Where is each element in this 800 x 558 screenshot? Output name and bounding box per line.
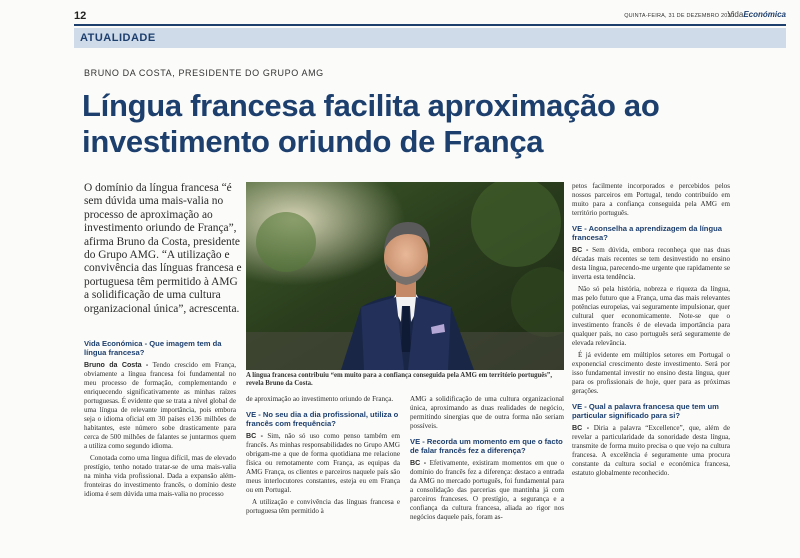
photo-caption: A língua francesa contribuiu “em muito para a confiança conseguida pela AMG em território português”, revela Bruno da Costa. (246, 372, 553, 388)
speaker-label: Bruno da Costa - (84, 360, 153, 369)
section-label: ATUALIDADE (80, 32, 156, 44)
text-column-3 (410, 395, 564, 555)
answer-3-text: Efetivamente, existiram momentos em que o domínio do francês fez a diferença: destaco a entrada da AMG no mercado português, foi fundamental para a consolidação das parcerias que mantinha já com parceiros franceses. O prestígio, a segurança e a confiança da cultura francesa, aliada ao rigor nos negócios daquele país, foram as- (410, 458, 564, 521)
paragraph: AMG a solidificação de uma cultura organizacional única, aproximando as duas realidades de negócio, permitindo sinergias que de outra forma não seriam possíveis. (410, 395, 564, 430)
section-bar (74, 28, 786, 48)
speaker-label: BC - (572, 245, 593, 254)
paragraph: Conotada como uma língua difícil, mas de elevado prestígio, tenho notado tratar-se de uma mais-valia na minha vida profissional. Dada a expansão além-fronteiras do investimento francês, o domínio deste idioma é sem dúvida uma mais-valia no processo (84, 453, 236, 498)
question-5: VE - Qual a palavra francesa que tem um particular significado para si? (572, 401, 719, 421)
portrait-photo (246, 182, 564, 370)
speaker-label: BC - (246, 431, 268, 440)
logo-light-text: Vida (727, 10, 744, 19)
paragraph: A utilização e convivência das línguas francesa e portuguesa têm permitido à (246, 497, 400, 515)
page-number: 12 (74, 10, 87, 22)
answer-1-text: Tendo crescido em França, obviamente a língua francesa foi fundamental no meu processo de formação, complementando e enriquecendo significativamente as minhas raízes portuguesas. É evidente que se trata a nível global de uma língua de relevante importância, pois embora seja o idioma oficial em 30 países e136 milhões de habitantes, este número sobe drasticamente para cerca de 500 milhões de falantes se juntarmos quem a utiliza como segundo idioma. (84, 360, 236, 450)
text-column-2 (246, 395, 400, 555)
text-column-1 (84, 333, 236, 555)
page-header (74, 8, 786, 26)
answer-4 (572, 246, 730, 282)
paragraph: de aproximação ao investimento oriundo de França. (246, 395, 394, 403)
portrait-illustration (246, 182, 564, 370)
question-3: VE - Recorda um momento em que o facto de falar francês fez a diferença? (410, 437, 563, 456)
speaker-label: BC - (572, 423, 594, 432)
answer-1 (84, 361, 236, 451)
question-2: VE - No seu dia a dia profissional, utiliza o francês com frequência? (246, 410, 399, 429)
text-column-4 (572, 182, 730, 555)
question-4: VE - Aconselha a aprendizagem da língua francesa? (572, 224, 722, 243)
paragraph: Não só pela história, nobreza e riqueza da língua, mas pelo futuro que a França, uma das mais relevantes potências europeias, vai seguramente impulsionar, quer cultural quer economicamente. Note-se que o investimento francês é de elevada importância para qualquer país, no caso português será seguramente de elevada relevância. (572, 284, 730, 347)
article-headline: Língua francesa facilita aproximação ao investimento oriundo de França (82, 88, 660, 159)
answer-2 (246, 432, 400, 495)
publication-logo (727, 10, 786, 19)
issue-date: QUINTA-FEIRA, 31 DE DEZEMBRO 2020 (624, 13, 734, 19)
answer-5 (572, 424, 730, 478)
paragraph: É já evidente em múltiplos setores em Portugal o exponencial crescimento deste investimento. Será por isso fundamental investir no ensino desta língua, quer para os profissionais de hoje, quer para as próximas gerações. (572, 350, 730, 395)
article-kicker: BRUNO DA COSTA, PRESIDENTE DO GRUPO AMG (84, 68, 324, 78)
question-1: Vida Económica - Que imagem tem da língua francesa? (84, 339, 222, 358)
answer-5-text: Diria a palavra “Excellence”, que, além de revelar a particularidade da sonoridade desta língua, transmite de forma muito precisa o que vejo na cultura francesa. A excelência é seguramente uma procura constante da cultura social e económica francesa, estatuto globalmente reconhecido. (572, 423, 730, 477)
article-lead: O domínio da língua francesa “é sem dúvida uma mais-valia no processo de aproximação ao investimento oriundo de França”, afirma Bruno da Costa, presidente do Grupo AMG. “A utilização e convivência das línguas francesa e portuguesa têm permitido à AMG a solidificação de uma cultura organizacional única”, acrescenta. (84, 182, 242, 315)
logo-bold-text: Económica (743, 10, 786, 19)
paragraph: petos facilmente incorporados e percebidos pelos nossos parceiros em Portugal, tendo contribuído em muito para a confiança conseguida pela AMG em território português. (572, 182, 730, 217)
answer-2-text: Sim, não só uso como penso também em francês. As minhas responsabilidades no Grupo AMG obrigam-me a que de forma quotidiana me relacione física ou remotamente com França, as equipas da AMG França, os clientes e parceiros naquele país são meus interlocutores constantes, esteja eu em França ou em Portugal. (246, 431, 400, 494)
answer-3 (410, 459, 564, 522)
speaker-label: BC - (410, 458, 430, 467)
answer-4-text: Sem dúvida, embora reconheça que nas duas décadas mais recentes se tem desinvestido no ensino desta língua, parecendo-me urgente que rapidamente se inverta esta tendência. (572, 245, 730, 281)
